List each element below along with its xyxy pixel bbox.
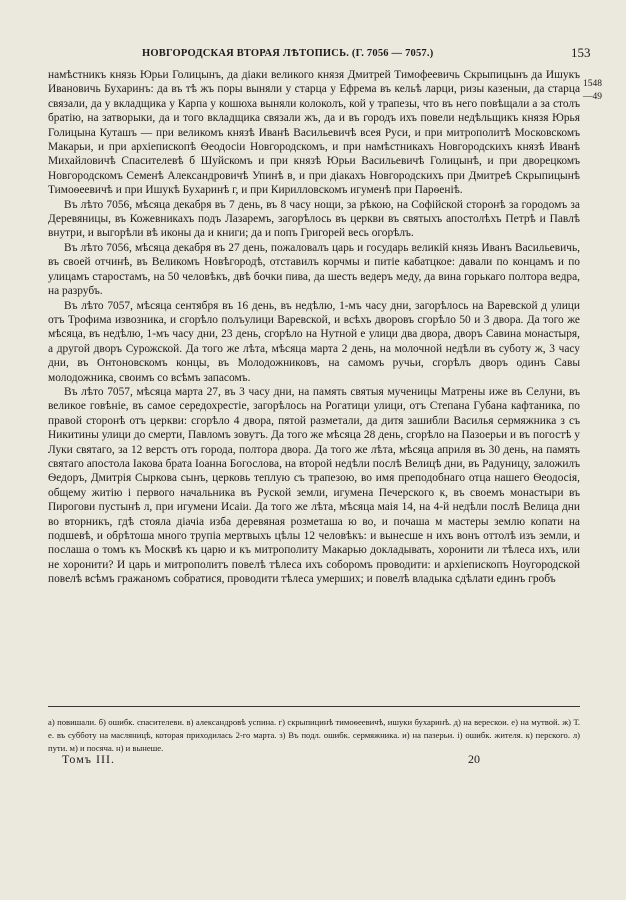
footnote-text: а) повишали. б) ошибк. спасителеви. в) александровѣ успина. г) скрыпицинѣ тимоѳеевичѣ, ишуки бухаринѣ. д) на верескои. е) на мутвой. ж) Т. е. въ субботу на масляницѣ, которая приходилась 2-го марта. з) Въ подл. ошибк. сермяжника. и) на пазерьи. і) ошибк. жителя. к) перского. л) пути. м) и посяча. н) и вынеше. — [48, 717, 580, 753]
volume-label: Томъ III. — [62, 752, 115, 766]
chronicle-text — [48, 68, 580, 587]
paragraph: Въ лѣто 7056, мѣсяца декабря въ 7 день, въ 8 часу нощи, за рѣкою, на Софiйской сторонѣ за городомъ за Деревяницы, въ Кожевникахъ подъ Лазаремъ, загорѣлось въ церкви въ святыхъ апостолѣхъ Петрѣ и Павлѣ внутри, и выгорѣли вѣ иконы да и книги; да и попъ Григорей весь огорѣлъ. — [48, 198, 580, 240]
page-number: 153 — [571, 45, 591, 60]
page-header — [0, 45, 626, 66]
margin-year-bottom: —49 — [583, 92, 602, 102]
footnotes — [48, 716, 580, 755]
paragraph: намѣстникъ князь Юрьи Голицынъ, да дiаки великого князя Дмитрей Тимофеевичь Скрыпицынъ да Ишукъ Ивановичь Бухаринъ: да въ тѣ жъ поры выняли у старца у Ефрема въ кельѣ ларци, ризы казеныи, да старца связали, да у вкладщика у Карпа у кошюха выняли колоколъ, кой у трапезы, что въ него повѣщали а за столъ братiю, на затворыки, да и того вкладщика связали жъ, да и въ городъ ихъ повели недѣльщикъ князя Юрья Голицына Куташъ — при великомъ князѣ Иванѣ Васильевичѣ всея Руси, и при митрополитѣ Московскомъ Макарьи, и при архiепископѣ Ѳеодосiи Новгородскомъ, и при намѣстникахъ Новгородскихъ князѣ Иванѣ Михайловичѣ Спасителевѣ б Шуйскомъ и при князѣ Юрьи Васильевичѣ Голицынѣ, и при дворецкомъ Новгородскомъ Семенѣ Александровичѣ Упинѣ в, и при дiакахъ Новгородскихъ при Дмитреѣ Скрыпицынѣ Тимоѳеевичѣ и при Ишукѣ Бухаринѣ г, и при Кирилловскомъ игуменѣ при Парѳенiѣ. — [48, 69, 580, 197]
paragraph: Въ лѣто 7057, мѣсяца марта 27, въ 3 часу дни, на память святыя мученицы Матрены иже въ Селуни, въ великое говѣнiе, въ самое середохрестiе, загорѣлось на Рогатици улици, отъ Степана Губана кафтаника, по правой сторонѣ отъ церкви: сгорѣло 4 двора, пятой разметали, да дитя зашибли Василья сермяжника з съ Никитины улици до смерти, Павломъ зовутъ. Да того же мѣсяца 28 день, сгорѣло на Пазоерьи и въ погостѣ у Луки святаго, за 12 верстъ отъ города, полтора двора. Да того же лѣта, мѣсяца априля въ 30 день, на память святаго апостола Iакова брата Iоанна Богослова, на второй недѣли послѣ Велицѣ дни, въ Радуницу, заложилъ Ѳедоръ, Дмитрiя Сыркова сынъ, церковь теплую съ трапезою, во имя преподобнаго отца нашего Ѳеодосiя, общему житiю і первого начальника въ Руской земли, игумена Печерского к, въ своемъ монастыри въ Пирогови пустынѣ л, при игумени Исаiи. Да того же лѣта, мѣсяца маiя 14, на 4-й недѣли послѣ Велица дни во вторникъ, гдѣ стояла дiачiа изба деревяная розметаша ю во, и почаша м мастеры землю копати на подшевѣ, и обрѣтоша много трупiа мертвыхъ цѣлы 12 человѣкъ: и вынесше н ихъ вонъ оттолѣ изъ земли, и послаша о томъ къ Москвѣ къ царю и къ митрополиту Макарью докладывать, хоронити ли тѣлеса ихъ, или не хоронити? И царь и митрополитъ повелѣ тѣлеса ихъ соборомъ проводити: и архiепископъ Ноугородской повелѣ всѣмъ гражаномъ собратися, проводити тѣлеса умерших; и повелѣ владыка сдѣлати единъ гробъ — [48, 385, 580, 586]
margin-year-top: 1548 — [583, 79, 602, 89]
running-title: НОВГОРОДСКАЯ ВТОРАЯ ЛѢТОПИСЬ. (Г. 7056 — 7057.) — [142, 48, 434, 59]
paragraph: Въ лѣто 7056, мѣсяца декабря въ 27 день, пожаловалъ царь и государь великiй князь Иванъ Васильевичь, въ своей отчинѣ, въ Великомъ Новѣгородѣ, отставилъ корчмы и питiе кабатцкое: давали по концамъ и по улицамъ старостамъ, на 50 человѣкъ, двѣ бочки пива, да шесть ведеръ меду, да вина горькаго полтора ведра, на разрубъ. — [48, 241, 580, 298]
sheet-number: 20 — [468, 752, 480, 766]
page-footer — [48, 752, 580, 768]
footnote-divider — [48, 706, 580, 707]
paragraph: Въ лѣто 7057, мѣсяца сентября въ 16 день, въ недѣлю, 1-мъ часу дни, загорѣлось на Варевской д улици отъ Трофима извозника, и сгорѣло полъулици Варевской, и всѣхъ дворовъ сгорѣло 50 и 3 двора. Да того же мѣсяца, въ недѣлю, 1-мъ часу дни, 23 день, сгорѣло на Нутной е улици два двора, дворъ Савина монастыря, а другой дворъ Сурожской. Да того же лѣта, мѣсяца марта 2 день, на молочной недѣли въ суботу ж, 3 часу дни, въ Онтоновскомъ концы, въ Молодожниковъ, на самомъ ручьи, сгорѣлъ дворъ одинъ Савы молодожника, своимъ со всѣмъ запасомъ. — [48, 299, 580, 384]
margin-years — [583, 78, 602, 104]
